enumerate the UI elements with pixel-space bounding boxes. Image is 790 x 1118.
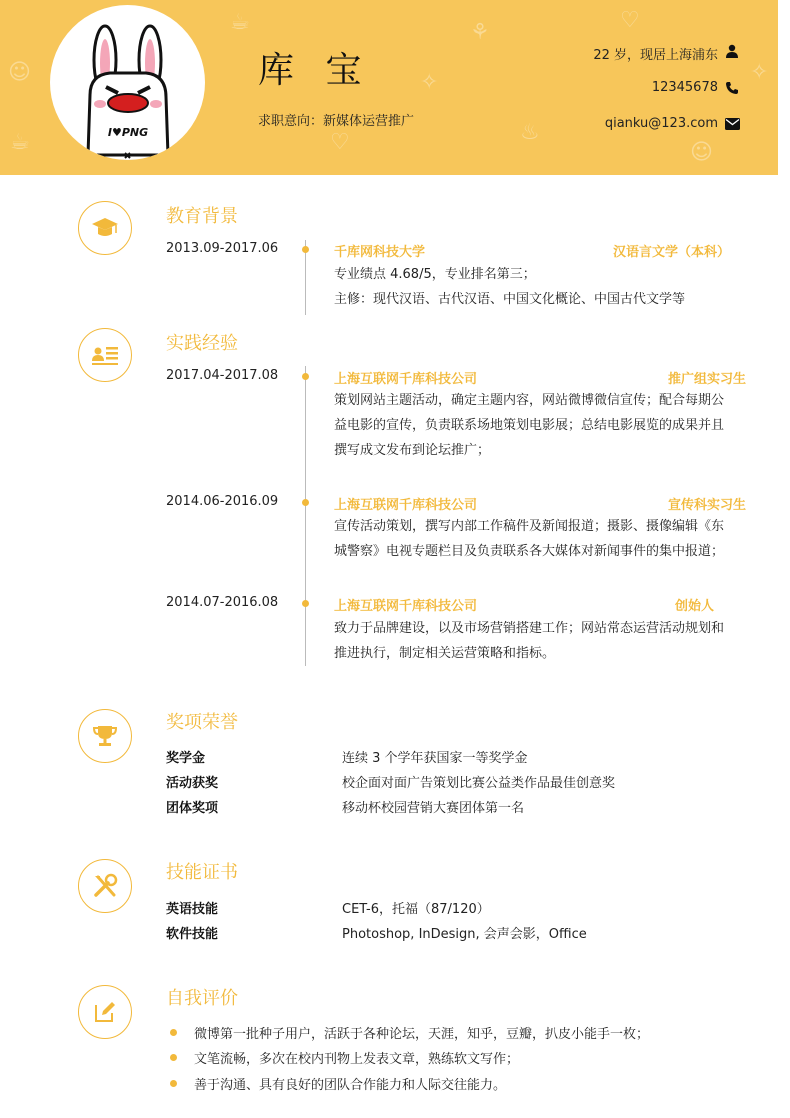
skill-value: Photoshop, InDesign, 会声会影，Office — [342, 927, 587, 942]
award-label: 奖学金 — [166, 751, 206, 766]
contact-phone: 12345678 — [651, 80, 718, 95]
decor-smile-icon: ☺ — [8, 60, 31, 85]
desc-line: 致力于品牌建设，以及市场营销搭建工作；网站常态运营活动规划和 — [334, 621, 725, 636]
self-item: 微博第一批种子用户，活跃于各种论坛，天涯，知乎，豆瓣，扒皮小能手一枚； — [194, 1027, 650, 1042]
resume-card-icon — [78, 328, 132, 382]
timeline-dot — [302, 373, 309, 380]
practice-company: 上海互联网千库科技公司 — [334, 599, 478, 614]
practice-date: 2014.06-2016.09 — [166, 494, 279, 509]
mail-icon — [722, 114, 742, 134]
candidate-name: 库 宝 — [258, 50, 372, 91]
self-item: 善于沟通、具有良好的团队合作能力和人际交往能力。 — [194, 1078, 507, 1093]
practice-role: 创始人 — [675, 599, 715, 614]
trophy-icon — [78, 709, 132, 763]
bullet-dot — [170, 1080, 177, 1087]
practice-role: 推广组实习生 — [668, 372, 747, 387]
decor-cup-icon: ☕ — [10, 130, 30, 155]
practice-desc — [334, 616, 756, 666]
skills-title: 技能证书 — [166, 862, 238, 883]
desc-line: 城警察》电视专题栏目及负责联系各大媒体对新闻事件的集中报道； — [334, 544, 725, 559]
skill-label: 英语技能 — [166, 902, 219, 917]
graduation-cap-icon — [78, 201, 132, 255]
desc-line: 推进执行，制定相关运营策略和指标。 — [334, 646, 556, 661]
desc-line: 益电影的宣传，负责联系场地策划电影展；总结电影展览的成果并且 — [334, 418, 725, 433]
skill-label: 软件技能 — [166, 927, 219, 942]
award-label: 活动获奖 — [166, 776, 219, 791]
practice-company: 上海互联网千库科技公司 — [334, 498, 478, 513]
desc-line: 主修：现代汉语、古代汉语、中国文化概论、中国古代文学等 — [334, 292, 686, 307]
award-value: 连续 3 个学年获国家一等奖学金 — [342, 751, 528, 766]
timeline-line — [305, 366, 306, 666]
awards-title: 奖项荣誉 — [166, 712, 238, 733]
decor-smile-icon: ☺ — [690, 140, 713, 165]
education-school: 千库网科技大学 — [334, 245, 426, 260]
self-title: 自我评价 — [166, 988, 238, 1009]
bullet-dot — [170, 1054, 177, 1061]
education-major: 汉语言文学（本科） — [613, 245, 731, 260]
desc-line: 策划网站主题活动，确定主题内容，网站微博微信宣传；配合每期公 — [334, 393, 725, 408]
practice-desc — [334, 514, 756, 564]
practice-date: 2017.04-2017.08 — [166, 368, 279, 383]
timeline-dot — [302, 246, 309, 253]
decor-heart-icon: ♡ — [620, 8, 640, 33]
practice-company: 上海互联网千库科技公司 — [334, 372, 478, 387]
contact-email: qianku@123.com — [604, 116, 718, 131]
tools-icon — [78, 859, 132, 913]
edit-icon — [78, 985, 132, 1039]
practice-desc — [334, 388, 756, 463]
decor-fork-icon: ⚘ — [470, 20, 490, 45]
bullet-dot — [170, 1029, 177, 1036]
decor-star-icon: ✧ — [750, 60, 769, 85]
award-label: 团体奖项 — [166, 801, 219, 816]
skill-value: CET-6，托福（87/120） — [342, 902, 490, 917]
desc-line: 撰写成文发布到论坛推广； — [334, 443, 491, 458]
decor-cup-icon: ☕ — [230, 10, 250, 35]
decor-star-icon: ✧ — [420, 70, 439, 95]
education-date: 2013.09-2017.06 — [166, 241, 279, 256]
contact-age-location: 22 岁，现居上海浦东 — [593, 48, 718, 63]
timeline-dot — [302, 600, 309, 607]
practice-date: 2014.07-2016.08 — [166, 595, 279, 610]
svg-text:I♥PNG: I♥PNG — [107, 126, 149, 139]
avatar — [50, 5, 205, 160]
practice-role: 宣传科实习生 — [668, 498, 747, 513]
decor-heart-icon: ♡ — [330, 130, 350, 155]
desc-line: 宣传活动策划，撰写内部工作稿件及新闻报道；摄影、摄像编辑《东 — [334, 519, 725, 534]
phone-icon — [722, 78, 742, 98]
desc-line: 专业绩点 4.68/5，专业排名第三； — [334, 267, 536, 282]
timeline-dot — [302, 499, 309, 506]
self-item: 文笔流畅，多次在校内刊物上发表文章，熟练软文写作； — [194, 1052, 520, 1067]
person-icon — [722, 41, 742, 61]
job-intent: 求职意向：新媒体运营推广 — [258, 114, 415, 129]
award-value: 移动杯校园营销大赛团体第一名 — [342, 801, 525, 816]
education-title: 教育背景 — [166, 206, 238, 227]
award-value: 校企面对面广告策划比赛公益类作品最佳创意奖 — [342, 776, 616, 791]
education-desc — [334, 262, 756, 312]
bunny-avatar-icon — [50, 5, 205, 160]
practice-title: 实践经验 — [166, 333, 238, 354]
decor-cake-icon: ♨ — [520, 120, 540, 145]
